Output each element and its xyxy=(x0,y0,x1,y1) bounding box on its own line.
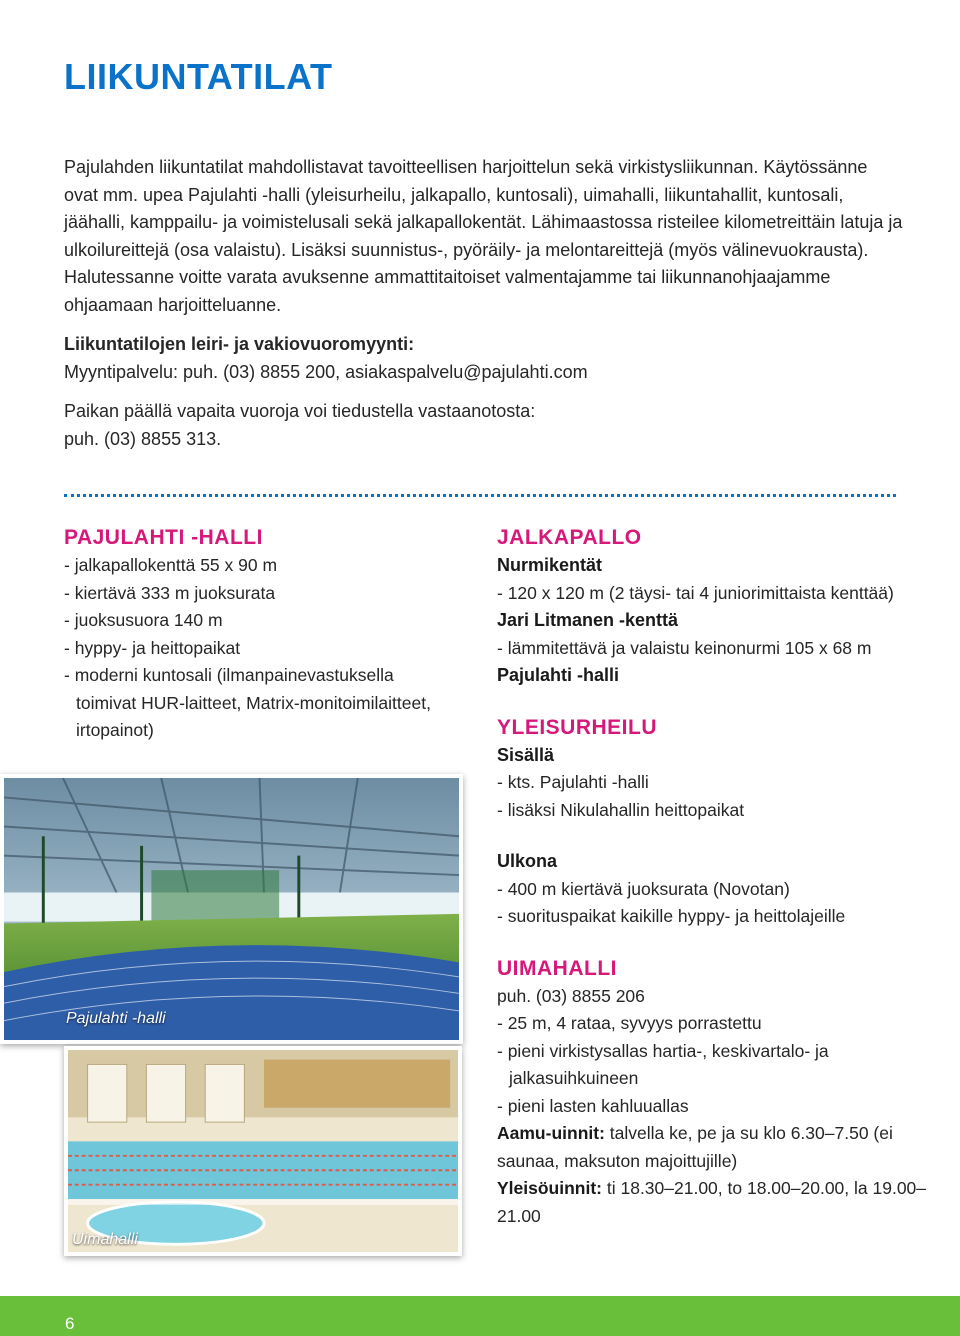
page-number: 6 xyxy=(65,1314,75,1333)
outdoor-list xyxy=(497,876,927,931)
list-item: - pieni lasten kahluuallas xyxy=(497,1093,927,1121)
yleisurheilu-title: YLEISURHEILU xyxy=(497,715,658,739)
footer-bar xyxy=(0,1296,960,1336)
hall-illustration xyxy=(4,778,459,1040)
list-item: - juoksusuora 140 m xyxy=(64,607,454,635)
list-item: - kiertävä 333 m juoksurata xyxy=(64,580,454,608)
jalkapallo-halli-heading: Pajulahti -halli xyxy=(497,665,620,685)
list-item: - 400 m kiertävä juoksurata (Novotan) xyxy=(497,876,927,904)
pajulahti-halli-section xyxy=(64,524,454,745)
list-item: - pieni virkistysallas hartia-, keskivartalo- ja jalkasuihkuineen xyxy=(497,1038,927,1093)
free-slots-line: Paikan päällä vapaita vuoroja voi tiedustella vastaanotosta: xyxy=(64,401,536,421)
morning-swims-label: Aamu-uinnit: xyxy=(497,1123,605,1143)
list-item: - 25 m, 4 rataa, syvyys porrastettu xyxy=(497,1010,927,1038)
list-item: - moderni kuntosali (ilmanpainevastuksella toimivat HUR-laitteet, Matrix-monitoimilaitteet, irtopainot) xyxy=(64,662,454,745)
list-item: - lämmitettävä ja valaistu keinonurmi 105 x 68 m xyxy=(497,635,927,663)
list-item: - kts. Pajulahti -halli xyxy=(497,769,927,797)
public-swims-label: Yleisöuinnit: xyxy=(497,1178,602,1198)
uimahalli-title: UIMAHALLI xyxy=(497,956,617,980)
pool-photo xyxy=(64,1046,462,1256)
uimahalli-phone: puh. (03) 8855 206 xyxy=(497,985,645,1006)
outdoor-heading: Ulkona xyxy=(497,851,558,871)
list-item: - 120 x 120 m (2 täysi- tai 4 juniorimittaista kenttää) xyxy=(497,580,927,608)
public-swims-text: ti 18.30–21.00, to 18.00–20.00, la 19.00–21.00 xyxy=(497,1178,927,1226)
list-item: - lisäksi Nikulahallin heittopaikat xyxy=(497,797,927,825)
public-swims xyxy=(497,1175,927,1230)
nurmikentat-list xyxy=(497,580,927,608)
intro-section xyxy=(64,154,904,453)
jalkapallo-title: JALKAPALLO xyxy=(497,526,642,549)
page-title: LIIKUNTATILAT xyxy=(64,56,333,97)
hall-photo-caption: Pajulahti -halli xyxy=(66,1010,166,1027)
morning-swims-text: talvella ke, pe ja su klo 6.30–7.50 (ei saunaa, maksuton majoittujille) xyxy=(497,1123,893,1171)
right-column xyxy=(497,524,927,1230)
pool-photo-caption: Uimahalli xyxy=(72,1231,138,1248)
indoor-heading: Sisällä xyxy=(497,744,555,765)
morning-swims xyxy=(497,1120,927,1175)
nurmikentat-heading: Nurmikentät xyxy=(497,555,603,575)
list-item: - suorituspaikat kaikille hyppy- ja heittolajeille xyxy=(497,903,927,931)
litmanen-heading: Jari Litmanen -kenttä xyxy=(497,610,679,630)
intro-paragraph: Pajulahden liikuntatilat mahdollistavat tavoitteellisen harjoittelun sekä virkistysliikunnan. Käytössänne ovat mm. upea Pajulahti -halli (yleisurheilu, jalkapallo, kuntosali), uimahalli, liikuntahallit, kuntosali, jäähalli, kamppailu- ja voimistelusali sekä jalkapallokentät. Lähimaastossa risteilee kilometreittäin latuja ja ulkoilureittejä (osa valaistu). Lisäksi suunnistus-, pyöräily- ja melontareittejä (myös välinevuokrausta). Halutessanne voitte varata avuksenne ammattitaitoiset valmentajamme tai liikunnanohjaajamme ohjaamaan harjoitteluanne. xyxy=(64,157,903,315)
pool-illustration xyxy=(68,1050,458,1252)
free-slots-phone: puh. (03) 8855 313. xyxy=(64,428,222,449)
litmanen-list xyxy=(497,635,927,663)
hall-photo xyxy=(0,774,463,1044)
indoor-list xyxy=(497,769,927,824)
pajulahti-halli-list xyxy=(64,552,454,745)
sales-heading: Liikuntatilojen leiri- ja vakiovuoromyynti: xyxy=(64,334,415,354)
list-item: - hyppy- ja heittopaikat xyxy=(64,635,454,663)
uimahalli-list xyxy=(497,1010,927,1120)
list-item: - jalkapallokenttä 55 x 90 m xyxy=(64,552,454,580)
sales-contact: Myyntipalvelu: puh. (03) 8855 200, asiakaspalvelu@pajulahti.com xyxy=(64,361,588,382)
pajulahti-halli-title: PAJULAHTI -HALLI xyxy=(64,526,263,549)
dotted-divider xyxy=(64,494,896,497)
